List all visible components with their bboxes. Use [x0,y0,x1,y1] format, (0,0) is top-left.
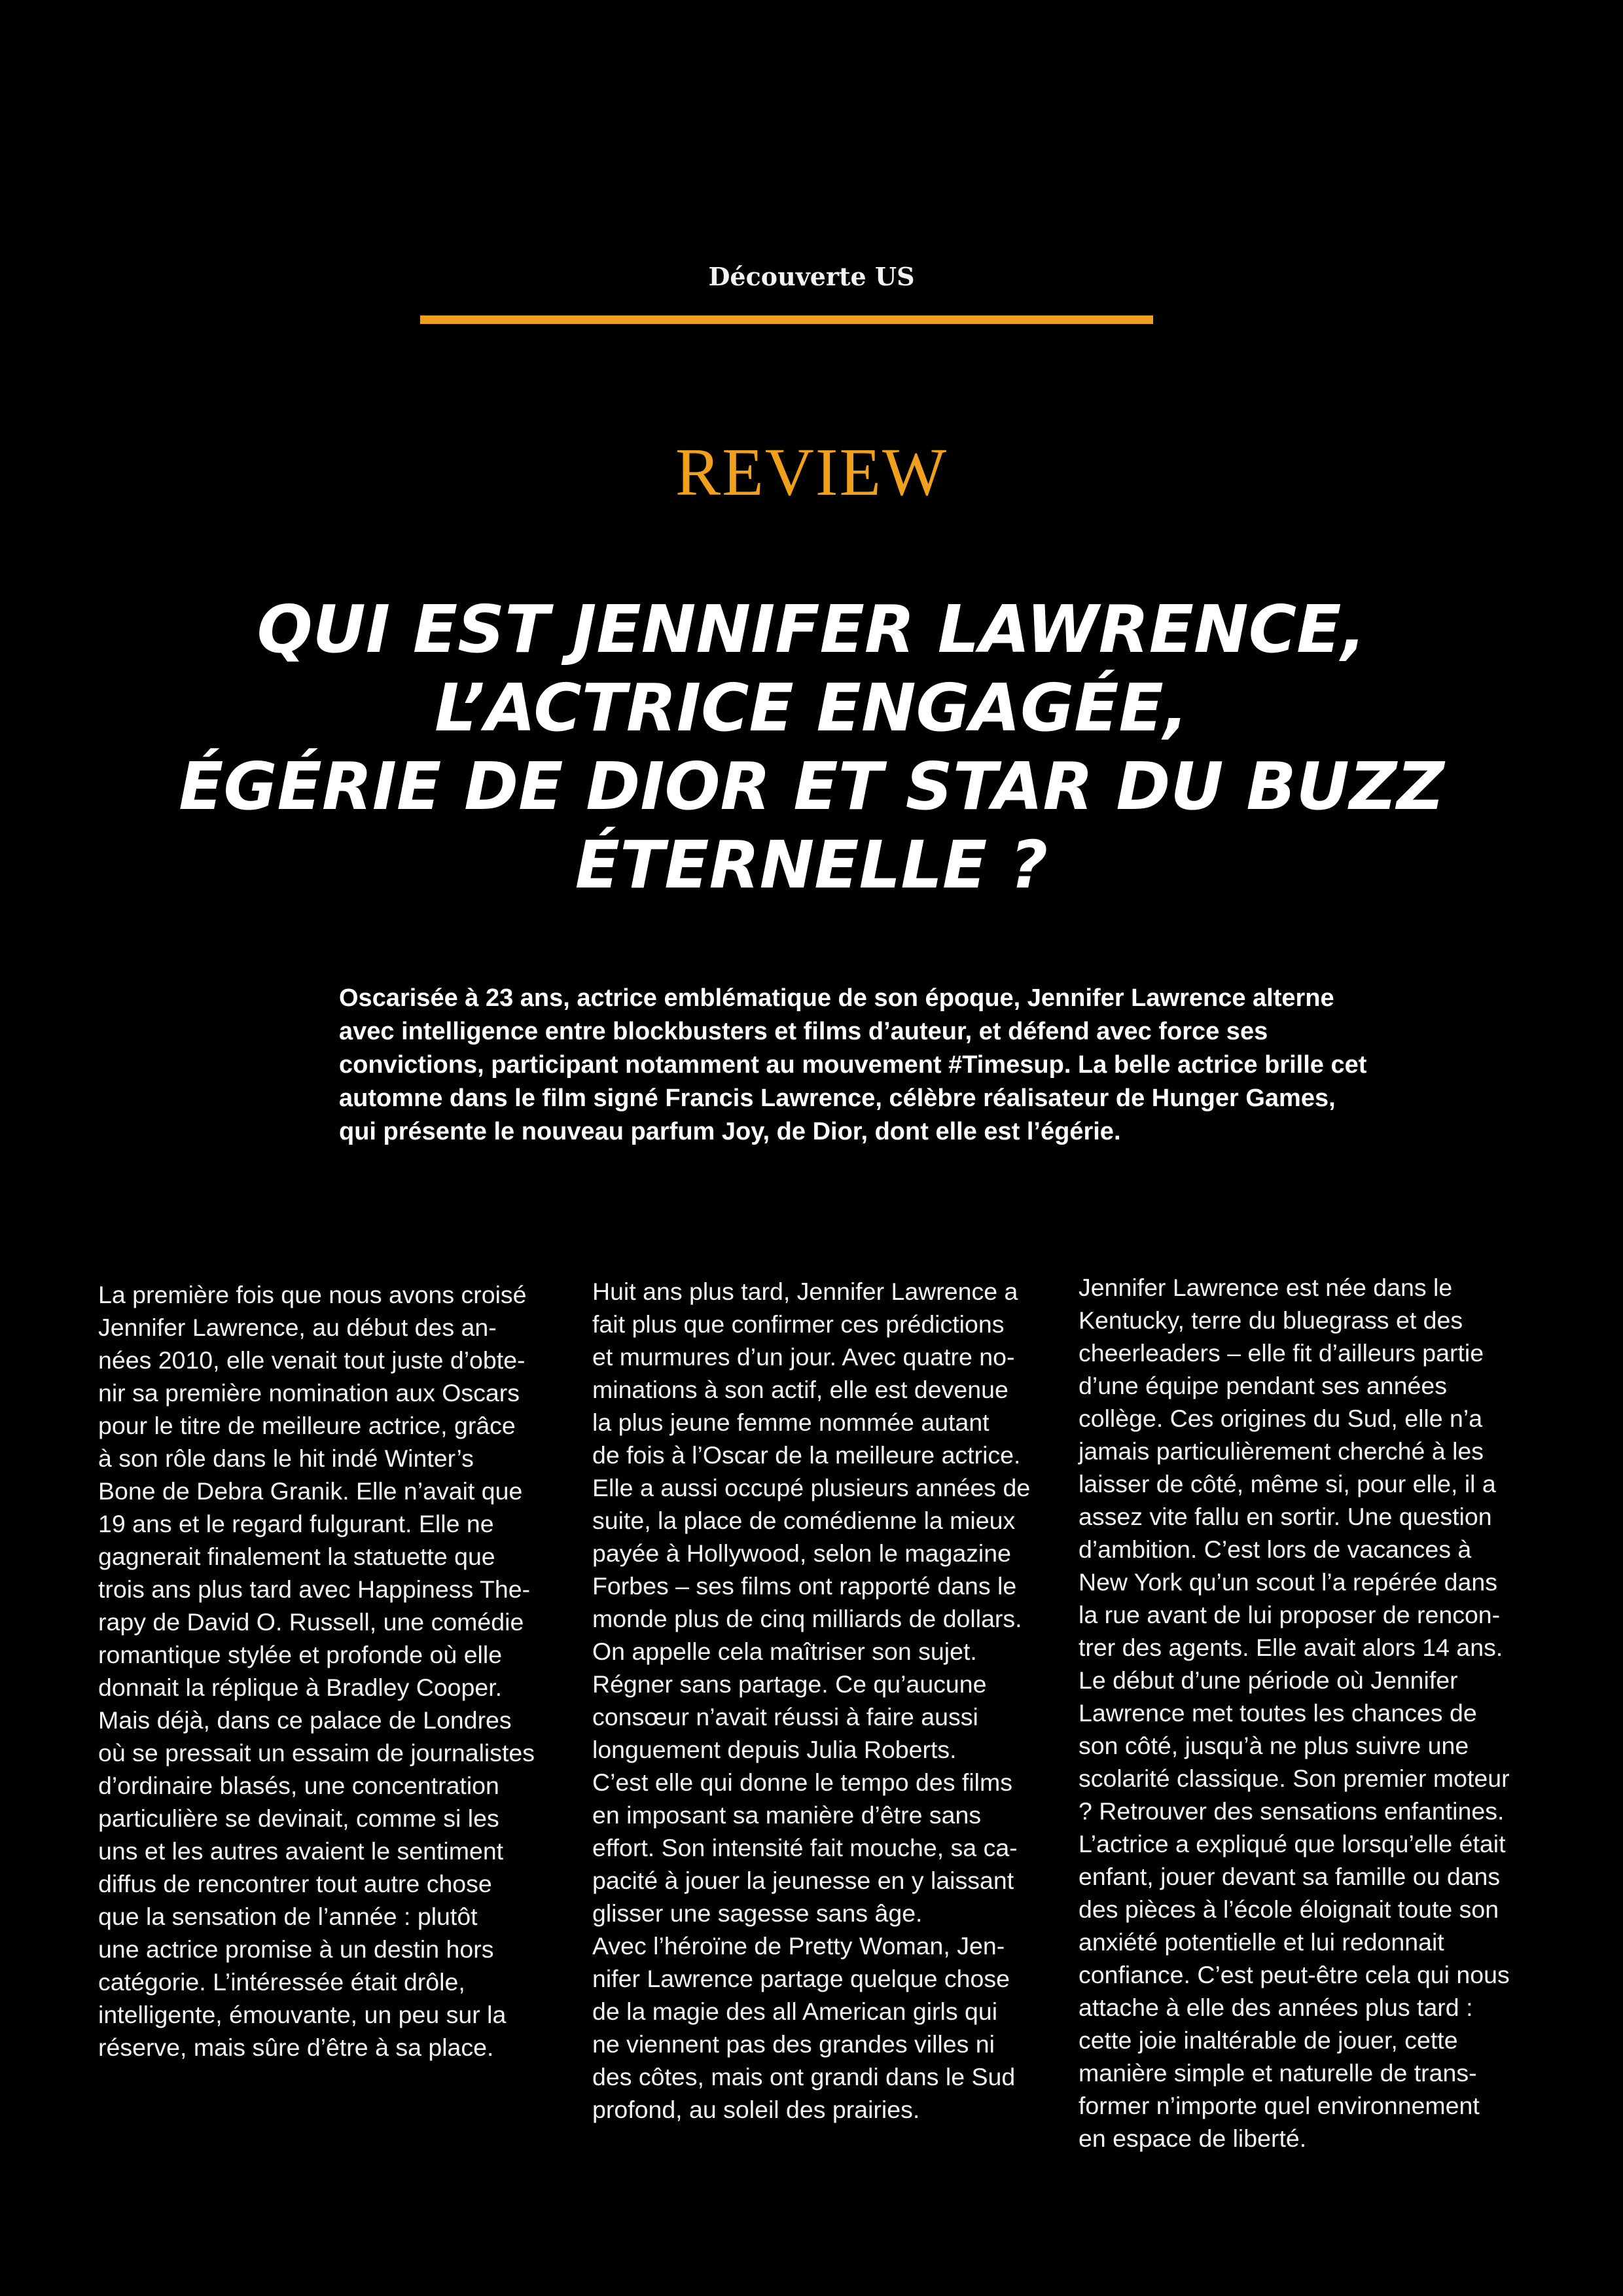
article-headline [118,590,1505,905]
headline-line: ÉTERNELLE ? [575,827,1048,903]
body-column-1: La première fois que nous avons croisé Jennifer Lawrence, au début des an- nées 2010, elle venait tout juste d’obte- nir sa première nomination aux Oscars pour le titre de meilleure actrice, grâce à son rôle dans le hit indé Winter’s Bone de Debra Granik. Elle n’avait que 19 ans et le regard fulgurant. Elle ne gagnerait finalement la statuette que trois ans plus tard avec Happiness The- rapy de David O. Russell, une comédie romantique stylée et profonde où elle donnait la réplique à Bradley Cooper. Mais déjà, dans ce palace de Londres où se pressait un essaim de journalistes d’ordinaire blasés, une concentration particulière se devinait, comme si les uns et les autres avaient le sentiment diffus de rencontrer tout autre chose que la sensation de l’année : plutôt une actrice promise à un destin hors catégorie. L’intéressée était drôle, intelligente, émouvante, un peu sur la réserve, mais sûre d’être à sa place. [98,1281,535,2061]
headline-line: QUI EST JENNIFER LAWRENCE, [257,591,1366,668]
section-divider [420,315,1153,324]
article-kicker: REVIEW [675,435,948,510]
headline-line: ÉGÉRIE DE DIOR ET STAR DU BUZZ [179,748,1444,825]
article-standfirst: Oscarisée à 23 ans, actrice emblématique de son époque, Jennifer Lawrence alterne avec intelligence entre blockbusters et films d’auteur, et défend avec force ses convictions, participant notamment au mouvement #Timesup. La belle actrice brille cet automne dans le film signé Francis Lawrence, célèbre réalisateur de Hunger Games, qui présente le nouveau parfum Joy, de Dior, dont elle est l’égérie. [339,984,1367,1145]
body-column-2: Huit ans plus tard, Jennifer Lawrence a fait plus que confirmer ces prédictions et murmures d’un jour. Avec quatre no- minations à son actif, elle est devenue la plus jeune femme nommée autant de fois à l’Oscar de la meilleure actrice. Elle a aussi occupé plusieurs années de suite, la place de comédienne la mieux payée à Hollywood, selon le magazine Forbes – ses films ont rapporté dans le monde plus de cinq milliards de dollars. On appelle cela maîtriser son sujet. Régner sans partage. Ce qu’aucune consœur n’avait réussi à faire aussi longuement depuis Julia Roberts. C’est elle qui donne le tempo des films en imposant sa manière d’être sans effort. Son intensité fait mouche, sa ca- pacité à jouer la jeunesse en y laissant glisser une sagesse sans âge. Avec l’héroïne de Pretty Woman, Jen- nifer Lawrence partage quelque chose de la magie des all American girls qui ne viennent pas des grandes villes ni des côtes, mais ont grandi dans le Sud profond, au soleil des prairies. [592,1278,1031,2123]
section-label: Découverte US [708,262,915,291]
headline-line: L’ACTRICE ENGAGÉE, [435,670,1188,746]
body-column-3: Jennifer Lawrence est née dans le Kentucky, terre du bluegrass et des cheerleaders – elle fit d’ailleurs partie d’une équipe pendant ses années collège. Ces origines du Sud, elle n’a jamais particulièrement cherché à les laisser de côté, même si, pour elle, il a assez vite fallu en sortir. Une question d’ambition. C’est lors de vacances à New York qu’un scout l’a repérée dans la rue avant de lui proposer de rencon- trer des agents. Elle avait alors 14 ans. Le début d’une période où Jennifer Lawrence met toutes les chances de son côté, jusqu’à ne plus suivre une scolarité classique. Son premier moteur ? Retrouver des sensations enfantines. L’actrice a expliqué que lorsqu’elle était enfant, jouer devant sa famille ou dans des pièces à l’école éloignait toute son anxiété potentielle et lui redonnait confiance. C’est peut-être cela qui nous attache à elle des années plus tard : cette joie inaltérable de jouer, cette manière simple et naturelle de trans- former n’importe quel environnement en espace de liberté. [1079,1274,1510,2152]
